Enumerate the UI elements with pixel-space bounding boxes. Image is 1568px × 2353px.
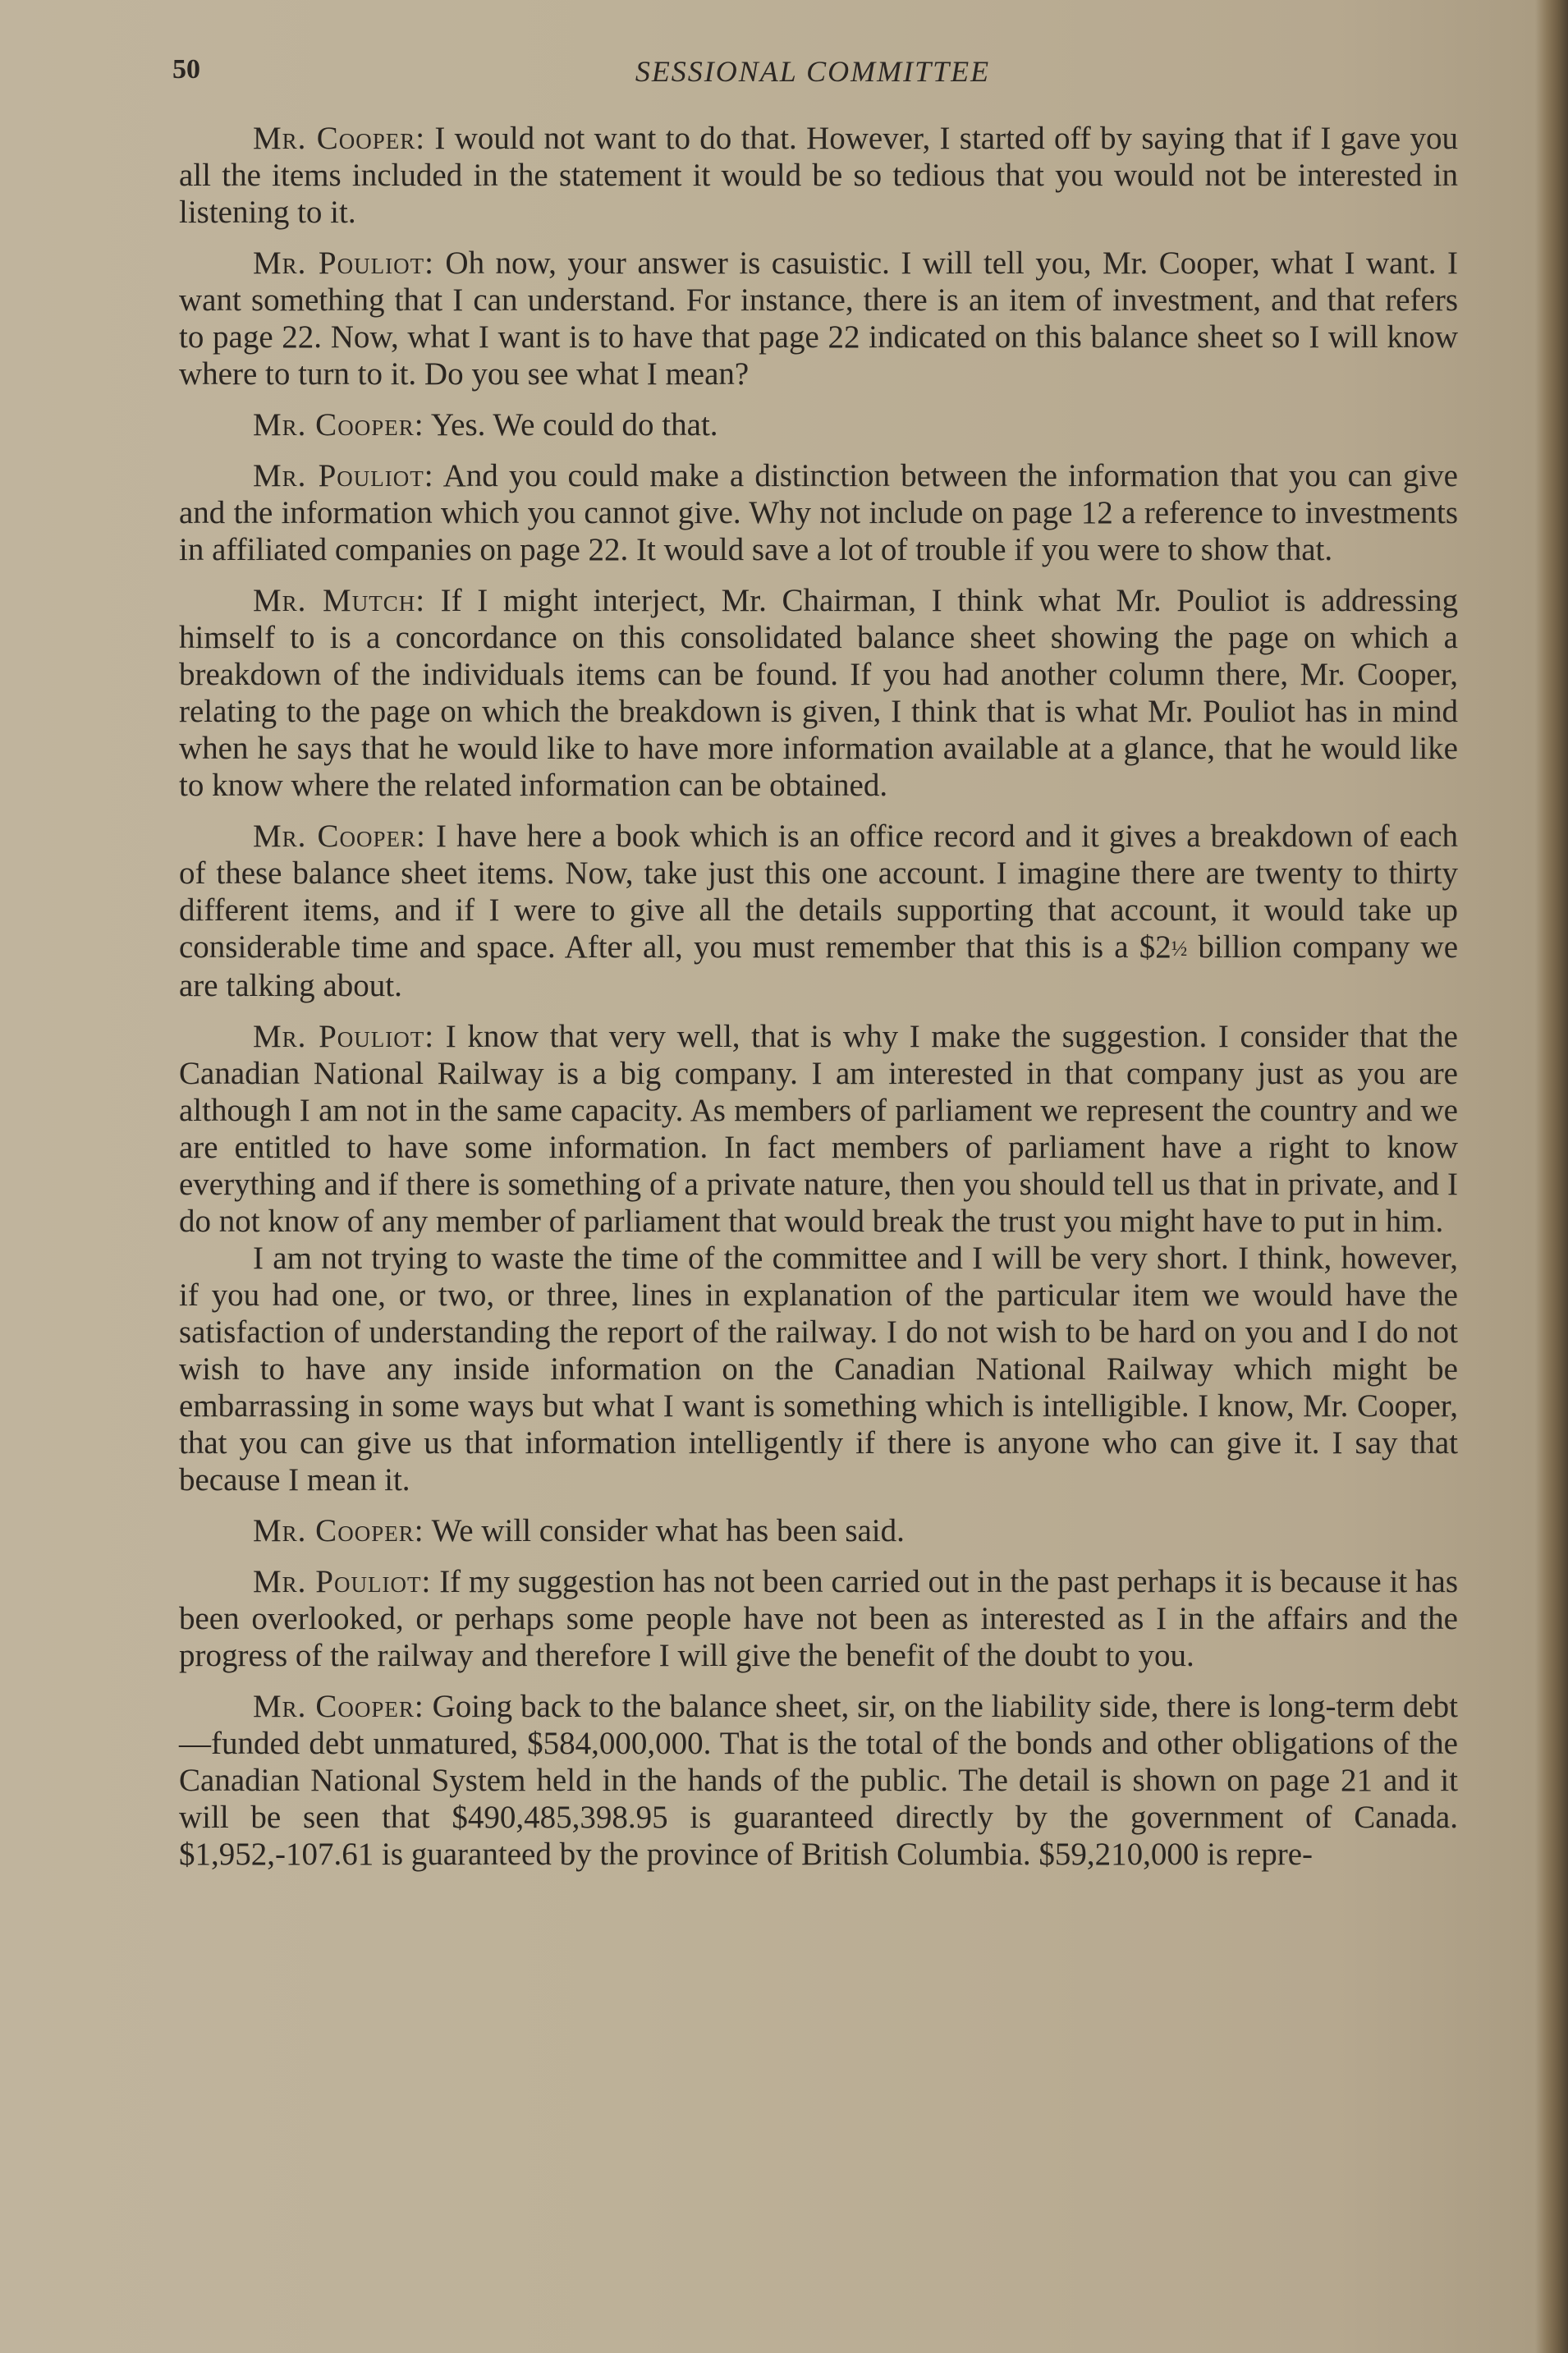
speaker-name: Mr. Pouliot: — [253, 458, 434, 493]
page-number: 50 — [172, 54, 200, 85]
page-binding-edge — [1535, 0, 1568, 2353]
paragraph-pouliot-1 — [179, 245, 1458, 392]
paragraph-text: We will consider what has been said. — [431, 1513, 905, 1548]
speaker-name: Mr. Pouliot: — [253, 1019, 435, 1054]
speaker-name: Mr. Cooper: — [253, 407, 424, 443]
paragraph-text: I am not trying to waste the time of the committee and I will be very short. I think, however, if you had one, or two, or three, lines in explanation of the particular item we would have the satisfaction of understanding the report of the railway. I do not wish to be hard on you and I do not wish to have any inside information on the Canadian National Railway which might be embarrassing in some ways but what I want is something which is intelligible. I know, Mr. Cooper, that you can give us that information intelligently if there is anyone who can give it. I say that because I mean it. — [179, 1241, 1458, 1498]
speaker-name: Mr. Cooper: — [253, 121, 426, 156]
paragraph-text: I know that very well, that is why I make the suggestion. I consider that the Canadian National Railway is a big company. I am interested in that company just as you are although I am not in the same capacity. As members of parliament we represent the country and we are entitled to have some information. In fact members of parliament have a right to know everything and if there is something of a private nature, then you should tell us that in private, and I do not know of any member of parliament that would break the trust you might have to put in him. — [179, 1019, 1458, 1239]
speaker-name: Mr. Cooper: — [253, 819, 426, 854]
fraction-half: ½ — [1171, 937, 1188, 961]
paragraph-text: Going back to the balance sheet, sir, on the liability side, there is long-term debt—funded debt unmatured, $584,000,000. That is the total of the bonds and other obligations of the Canadian National System held in the hands of the public. The detail is shown on page 21 and it will be seen that $490,485,398.95 is guaranteed directly by the government of Canada. $1,952,-107.61 is guaranteed by the province of British Columbia. $59,210,000 is repre- — [179, 1689, 1458, 1872]
paragraph-text: If I might interject, Mr. Chairman, I think what Mr. Pouliot is addressing himself to is a concordance on this consolidated balance sheet showing the page on which a breakdown of the individuals items can be found. If you had another column there, Mr. Cooper, relating to the page on which the breakdown is given, I think that is what Mr. Pouliot has in mind when he says that he would like to have more information available at a glance, that he would like to know where the related information can be obtained. — [179, 583, 1458, 803]
paragraph-cooper-2 — [179, 406, 1458, 443]
speaker-name: Mr. Pouliot: — [253, 245, 434, 281]
paragraph-pouliot-3-continued — [179, 1240, 1458, 1498]
speaker-name: Mr. Cooper: — [253, 1689, 424, 1724]
speaker-name: Mr. Cooper: — [253, 1513, 424, 1548]
paragraph-text: Yes. We could do that. — [430, 407, 718, 443]
paragraph-cooper-1 — [179, 120, 1458, 231]
speaker-name: Mr. Pouliot: — [253, 1564, 432, 1599]
running-head: SESSIONAL COMMITTEE — [635, 55, 991, 88]
paragraph-pouliot-3 — [179, 1018, 1458, 1240]
paragraph-cooper-3 — [179, 818, 1458, 1004]
page-header — [172, 54, 1453, 103]
transcript-body — [179, 120, 1458, 1887]
speaker-name: Mr. Mutch: — [253, 583, 426, 618]
paragraph-pouliot-4 — [179, 1563, 1458, 1674]
paragraph-text: And you could make a distinction between the information that you can give and the information which you cannot give. Why not include on page 12 a reference to investments in affiliated companies on page 22. It would save a lot of trouble if you were to show that. — [179, 458, 1458, 567]
paragraph-cooper-4 — [179, 1512, 1458, 1549]
paragraph-text-continued: billion company we are talking about. — [179, 929, 1459, 1003]
paragraph-cooper-5 — [179, 1688, 1458, 1873]
paragraph-text: Oh now, your answer is casuistic. I will tell you, Mr. Cooper, what I want. I want something that I can understand. For instance, there is an item of investment, and that refers to page 22. Now, what I want is to have that page 22 indicated on this balance sheet so I will know where to turn to it. Do you see what I mean? — [179, 245, 1458, 392]
paragraph-pouliot-2 — [179, 457, 1458, 568]
paragraph-mutch-1 — [179, 582, 1458, 804]
paragraph-text: I have here a book which is an office record and it gives a breakdown of each of these balance sheet items. Now, take just this one account. I imagine there are twenty to thirty different items, and if I were to give all the details supporting that account, it would take up considerable time and space. After all, you must remember that this is a $2 — [179, 819, 1458, 965]
paragraph-text: I would not want to do that. However, I started off by saying that if I gave you all the items included in the statement it would be so tedious that you would not be interested in listening to it. — [179, 121, 1458, 230]
paragraph-text: If my suggestion has not been carried out in the past perhaps it is because it has been overlooked, or perhaps some people have not been as interested as I in the affairs and the progress of the railway and therefore I will give the benefit of the doubt to you. — [179, 1564, 1459, 1673]
